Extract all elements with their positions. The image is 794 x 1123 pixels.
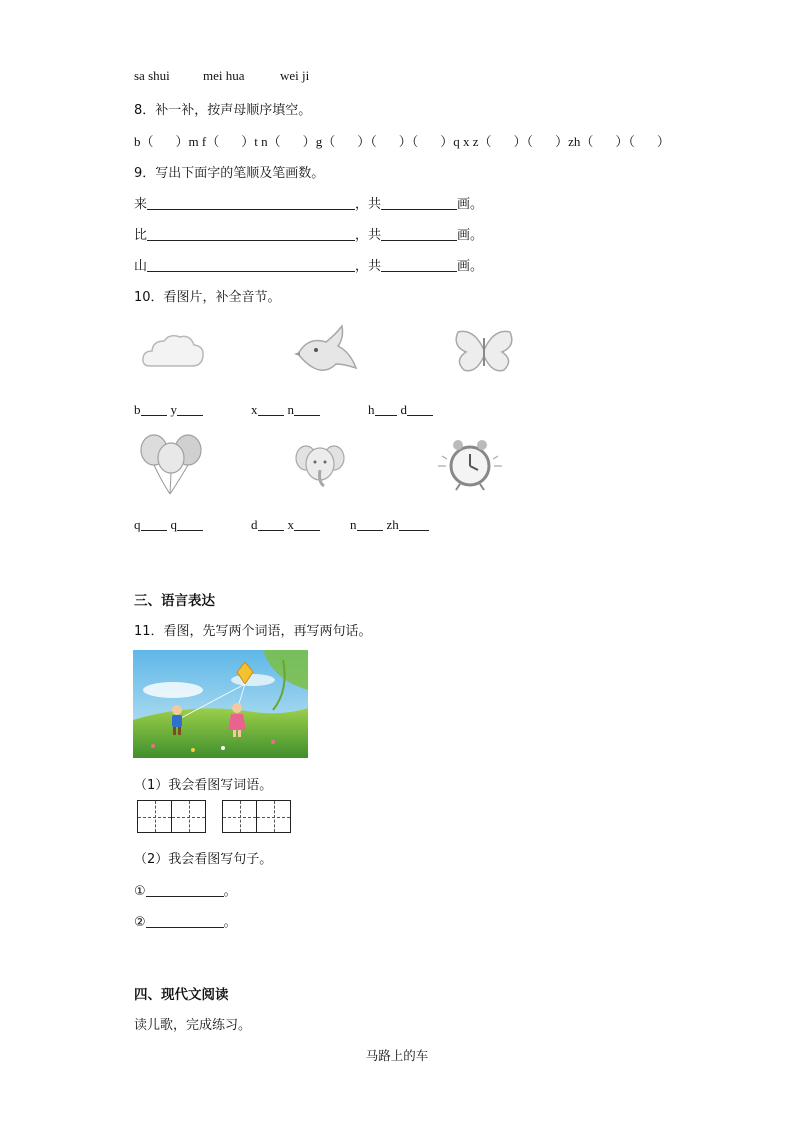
syllable-blank[interactable] — [399, 517, 429, 531]
character: 来 — [134, 197, 148, 212]
bullet-1: ① — [134, 884, 146, 899]
label-text: 画。 — [457, 228, 484, 243]
pinyin-item: wei ji — [280, 68, 310, 83]
cloud-icon — [140, 330, 206, 372]
label-text: 。 — [223, 884, 237, 899]
grid-cell[interactable] — [223, 801, 257, 832]
alarm-clock-icon — [434, 436, 506, 492]
stroke-order-blank[interactable] — [147, 258, 355, 272]
syllable-letter: q — [134, 517, 141, 532]
label-text: ，共 — [355, 259, 382, 274]
initial-letter: t — [254, 134, 258, 149]
label-text: 画。 — [457, 197, 484, 212]
kite-flying-illustration — [133, 650, 308, 758]
syllable-letter: zh — [386, 517, 399, 532]
syllable-letter: h — [368, 402, 375, 417]
initial-letter: f — [201, 134, 207, 149]
balloons-icon — [138, 434, 206, 496]
syllable-blank[interactable] — [141, 517, 167, 531]
syllable-blank[interactable] — [294, 517, 320, 531]
stroke-order-row — [134, 193, 483, 212]
question-11-prompt: 11．看图，先写两个词语，再写两句话。 — [134, 624, 372, 639]
question-8-sequence: b（ ）m f（ ）t n（ ）g（ ）（ ）（ ）q x z（ ）（ ）zh（ ）（ ） — [134, 134, 670, 149]
question-8-prompt: 8．补一补，按声母顺序填空。 — [134, 103, 312, 118]
question-9-prompt: 9．写出下面字的笔顺及笔画数。 — [134, 166, 325, 181]
initial-letter: n — [261, 134, 268, 149]
label-text: ，共 — [355, 197, 382, 212]
pinyin-fill-row — [350, 517, 429, 533]
reading-instruction: 读儿歌，完成练习。 — [134, 1018, 252, 1033]
stroke-count-blank[interactable] — [381, 258, 457, 272]
pinyin-fill-row — [134, 517, 203, 533]
initial-letter: x — [463, 134, 470, 149]
initial-letter: b — [134, 134, 141, 149]
syllable-blank[interactable] — [177, 402, 203, 416]
initial-letter: z — [472, 134, 479, 149]
syllable-blank[interactable] — [141, 402, 167, 416]
syllable-letter: d — [251, 517, 258, 532]
sentence-blank[interactable] — [146, 883, 224, 897]
syllable-letter: d — [400, 402, 407, 417]
syllable-letter: n — [350, 517, 357, 532]
label-text: 。 — [223, 915, 237, 930]
syllable-letter: b — [134, 402, 141, 417]
poem-title: 马路上的车 — [365, 1048, 429, 1063]
stroke-order-blank[interactable] — [147, 227, 355, 241]
grid-cell[interactable] — [257, 801, 290, 832]
syllable-blank[interactable] — [258, 517, 284, 531]
syllable-letter: x — [251, 402, 258, 417]
pinyin-fill-row — [251, 517, 320, 533]
sentence-blank[interactable] — [146, 914, 224, 928]
word-writing-box[interactable] — [137, 800, 206, 833]
stroke-count-blank[interactable] — [381, 227, 457, 241]
character: 比 — [134, 228, 148, 243]
initial-letter: m — [188, 134, 199, 149]
part-1-label: （1）我会看图写词语。 — [134, 778, 273, 793]
elephant-icon — [294, 440, 350, 490]
syllable-blank[interactable] — [294, 402, 320, 416]
bullet-2: ② — [134, 915, 146, 930]
pinyin-fill-row — [251, 402, 320, 418]
syllable-blank[interactable] — [357, 517, 383, 531]
label-text: 画。 — [457, 259, 484, 274]
syllable-blank[interactable] — [407, 402, 433, 416]
section-4-title: 四、现代文阅读 — [134, 987, 229, 1003]
stroke-order-blank[interactable] — [147, 196, 355, 210]
stroke-order-row — [134, 255, 483, 274]
butterfly-icon — [452, 326, 516, 376]
pinyin-item: sa shui — [134, 68, 170, 83]
syllable-letter: x — [287, 517, 294, 532]
pinyin-item: mei hua — [203, 68, 245, 83]
label-text: ，共 — [355, 228, 382, 243]
grid-cell[interactable] — [138, 801, 172, 832]
pinyin-fill-row — [134, 402, 203, 418]
pinyin-fill-row — [368, 402, 433, 418]
character: 山 — [134, 259, 148, 274]
word-writing-box[interactable] — [222, 800, 291, 833]
bird-icon — [292, 324, 362, 378]
initial-letter: q — [453, 134, 460, 149]
sentence-row — [134, 880, 237, 899]
sentence-row — [134, 911, 237, 930]
stroke-order-row — [134, 224, 483, 243]
syllable-letter: q — [170, 517, 177, 532]
syllable-blank[interactable] — [177, 517, 203, 531]
stroke-count-blank[interactable] — [381, 196, 457, 210]
initial-letter: g — [315, 134, 323, 149]
question-10-prompt: 10．看图片，补全音节。 — [134, 290, 281, 305]
syllable-letter: n — [287, 402, 294, 417]
initial-letter: zh — [568, 134, 581, 149]
syllable-letter: y — [170, 402, 177, 417]
syllable-blank[interactable] — [375, 402, 397, 416]
syllable-blank[interactable] — [258, 402, 284, 416]
part-2-label: （2）我会看图写句子。 — [134, 852, 273, 867]
section-3-title: 三、语言表达 — [134, 593, 215, 609]
grid-cell[interactable] — [172, 801, 205, 832]
